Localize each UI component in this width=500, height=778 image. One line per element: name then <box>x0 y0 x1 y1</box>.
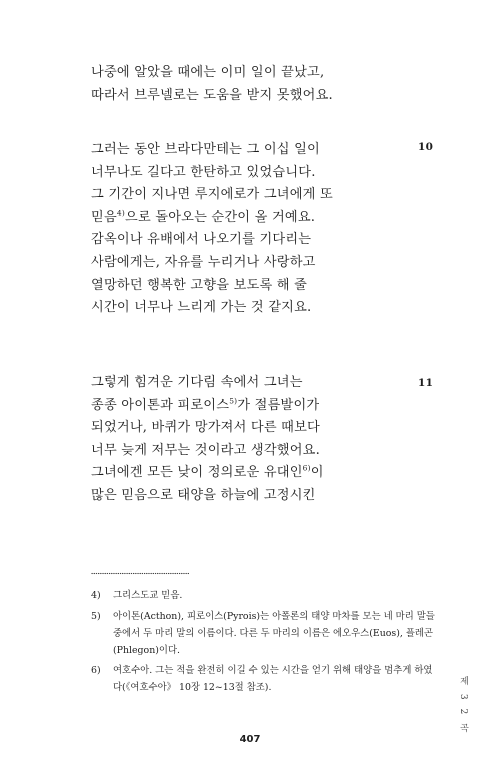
verse-line <box>91 209 315 227</box>
verse-line: 사람에게는, 자유를 누리거나 사랑하고 <box>91 255 316 270</box>
stanza-number: 11 <box>418 377 434 389</box>
footnote-text: 여호수아. 그는 적을 완전히 이길 수 있는 시간을 얻기 위해 태양을 멈추게 하였 <box>113 665 433 676</box>
page-number: 407 <box>239 734 261 745</box>
verse-line: 나중에 알았을 때에는 이미 일이 끝났고, <box>91 65 325 80</box>
verse-line <box>91 464 324 482</box>
verse-line: 열망하던 행복한 고향을 보도록 해 줄 <box>91 277 308 293</box>
footnote-marker[interactable]: 5) <box>229 396 238 406</box>
footnote-number: 5) <box>91 611 101 622</box>
verse-line: 시간이 너무나 느리게 가는 것 같지요. <box>91 300 312 316</box>
verse-line: 되었거나, 바퀴가 망가져서 다른 때보다 <box>91 420 320 436</box>
verse-line: 따라서 브루넬로는 도움을 받지 못했어요. <box>91 87 333 103</box>
footnote-number: 4) <box>91 590 101 601</box>
verse-text: 종종 아이톤과 피로이스 <box>91 397 230 413</box>
footnote-separator <box>91 572 189 575</box>
footnote-text: 그리스도교 믿음. <box>113 590 183 601</box>
verse-line: 그렇게 힘겨운 기다림 속에서 그녀는 <box>91 375 303 390</box>
verse-text: 그녀에겐 모든 낮이 정의로운 유대인 <box>91 465 303 481</box>
verse-text: 믿음 <box>91 209 117 225</box>
verse-text: 이 <box>310 465 324 481</box>
verse-line: 너무나도 길다고 한탄하고 있었습니다. <box>91 164 316 180</box>
stanza-number: 10 <box>418 141 434 153</box>
footnote-text: 아이톤(Acthon), 피로이스(Pyrois)는 아폴론의 태양 마차를 모는 네 마리 말들 <box>113 611 435 622</box>
footnote-marker[interactable]: 4) <box>116 208 125 218</box>
verse-text: 으로 돌아오는 순간이 올 거예요. <box>125 209 316 225</box>
verse-line: 많은 믿음으로 태양을 하늘에 고정시킨 <box>91 488 316 503</box>
verse-line: 그 기간이 지나면 루지에로가 그녀에게 또 <box>91 187 333 203</box>
footnote-text: 중에서 두 마리 말의 이름이다. 다른 두 마리의 이름은 에오우스(Euos), 플레곤 <box>113 628 433 639</box>
footnote-number: 6) <box>91 665 101 676</box>
footnote-text: 다(《여호수아》 10장 12~13절 참조). <box>113 682 272 693</box>
verse-line <box>91 397 319 415</box>
verse-line: 그러는 동안 브라다만테는 그 이십 일이 <box>91 142 320 157</box>
verse-text: 가 절름발이가 <box>237 397 320 413</box>
footnote-text: (Phlegon)이다. <box>113 645 180 656</box>
verse-line: 감옥이나 유배에서 나오기를 기다리는 <box>91 232 312 248</box>
footnote-marker[interactable]: 6) <box>302 464 311 473</box>
verse-line: 너무 늦게 저무는 것이라고 생각했어요. <box>91 442 320 458</box>
running-head: 제 3 2 곡 <box>458 676 468 736</box>
